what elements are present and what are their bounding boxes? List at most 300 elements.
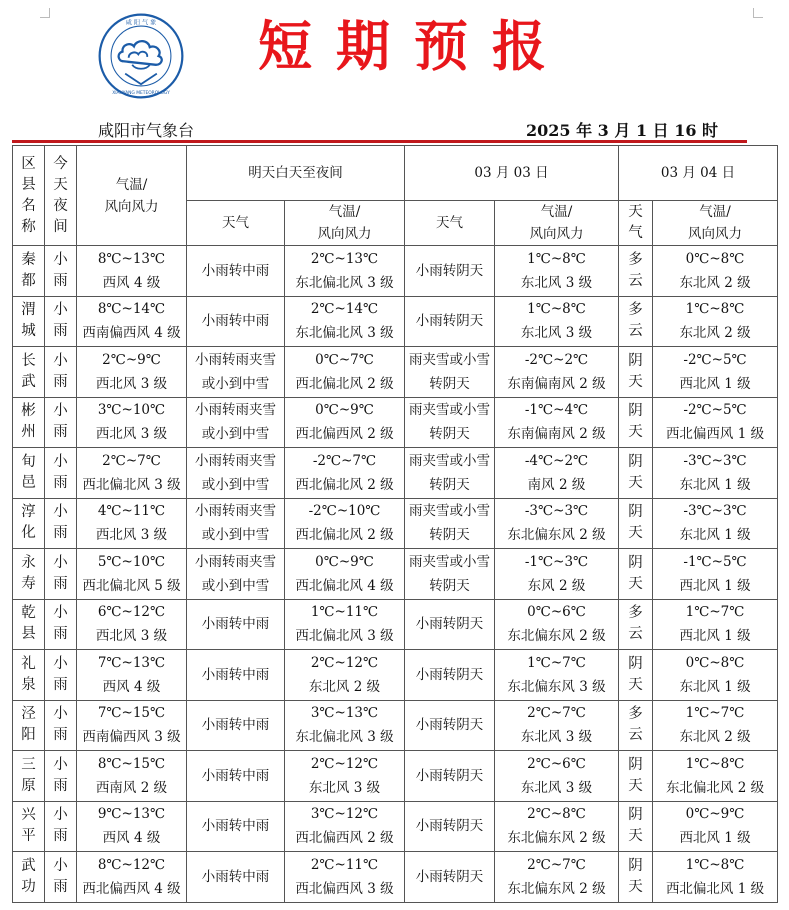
table-row [13,347,778,398]
wind: 西北偏西风 3 级 [295,880,394,897]
temperature: 4℃~11℃ [97,503,166,520]
header-line: 气温/ [115,176,148,193]
tonight-temp-wind-cell [77,650,187,701]
table-row [13,549,778,600]
day4-weather-cell [619,347,653,398]
tonight-temp-wind-cell [77,246,187,297]
wind: 西北风 3 级 [95,426,168,443]
weather-text: 小雨转中雨 [201,717,270,734]
day3-temp-wind-cell [495,397,619,448]
header-line: 风向风力 [529,226,584,242]
tonight-temp-wind-cell [77,296,187,347]
day3-temp-wind-cell [495,700,619,751]
day4-weather: 多 云 [628,605,643,643]
table-row [13,801,778,852]
day3-weather-cell [405,347,495,398]
day3-weather-cell [405,700,495,751]
temperature: 8℃~14℃ [97,301,166,318]
tomorrow-weather-cell [187,599,285,650]
county-cell [13,599,45,650]
wind: 西北偏北风 4 级 [295,577,394,594]
weather-text: 小雨转中雨 [201,313,270,330]
day3-weather-cell [405,751,495,802]
tomorrow-weather-cell [187,852,285,903]
temperature: 2℃~11℃ [310,856,379,873]
wind: 西北偏西风 2 级 [295,830,394,847]
wind: 东北偏北风 3 级 [295,325,394,342]
county-cell [13,549,45,600]
wind: 东北风 3 级 [520,325,593,342]
temperature: -3℃~3℃ [524,503,589,520]
wind: 西南风 2 级 [95,779,168,796]
header-line: 气温/ [328,204,361,220]
wind: 西北偏北风 2 级 [295,375,394,392]
table-row [13,852,778,903]
meteorology-logo [97,12,185,100]
day3-header: 03 月 03 日 [405,146,619,201]
county-name: 淳 化 [21,504,36,542]
temperature: -2℃~10℃ [308,503,381,520]
tonight-weather: 小 雨 [53,857,68,895]
temperature: 1℃~7℃ [527,654,586,671]
day4-temp-wind-cell [653,397,778,448]
temperature: 0℃~8℃ [685,250,745,267]
day4-header: 03 月 04 日 [619,146,778,201]
temperature: 2℃~12℃ [310,654,379,671]
day3-temp-wind-cell [495,347,619,398]
temperature: 8℃~13℃ [97,250,166,267]
tomorrow-weather-cell [187,650,285,701]
temperature: -1℃~5℃ [683,553,747,570]
weather-text: 雨夹雪或小雪 转阴天 [409,351,490,392]
wind: 东南偏南风 2 级 [507,375,606,392]
day3-weather-cell [405,650,495,701]
temperature: 1℃~8℃ [685,856,745,873]
tonight-weather-cell [45,498,77,549]
day4-weather-cell [619,549,653,600]
wind: 东风 2 级 [527,577,586,594]
wind: 西北偏西风 4 级 [82,880,181,897]
county-name: 兴 平 [21,807,36,845]
temperature: 5℃~10℃ [97,553,166,570]
tonight-weather: 小 雨 [53,554,68,592]
tonight-header [45,146,77,246]
temperature: -2℃~2℃ [524,351,589,368]
wind: 西北风 3 级 [95,628,168,645]
day4-temp-wind-cell [653,246,778,297]
day4-weather-cell [619,296,653,347]
tomorrow-temp-wind-cell [285,549,405,600]
tonight-weather: 小 雨 [53,655,68,693]
county-cell [13,751,45,802]
wind: 西南偏西风 4 级 [82,325,181,342]
wind: 西北偏北风 5 级 [82,577,181,594]
tonight-temp-wind-cell [77,347,187,398]
table-row [13,599,778,650]
tonight-weather: 小 雨 [53,504,68,542]
temperature: 7℃~13℃ [97,654,166,671]
county-cell [13,397,45,448]
station-name: 咸阳市气象台 [98,121,195,140]
tonight-weather: 小 雨 [53,605,68,643]
temperature: -2℃~5℃ [683,402,747,419]
day4-weather: 多 云 [628,706,643,744]
weather-text: 雨夹雪或小雪 转阴天 [409,452,490,493]
tonight-temp-wind-cell [77,397,187,448]
wind: 东北风 2 级 [679,729,751,746]
county-cell [13,296,45,347]
temperature: 3℃~10℃ [97,402,166,419]
tonight-weather: 小 雨 [53,251,68,289]
county-name: 礼 泉 [21,655,36,693]
temperature: 2℃~9℃ [102,351,161,368]
tomorrow-header: 明天白天至夜间 [187,146,405,201]
tonight-weather-cell [45,448,77,499]
temperature: 1℃~8℃ [685,301,745,318]
county-cell [13,498,45,549]
tonight-header-text: 今 天 夜 间 [53,155,68,235]
header-line: 风向风力 [688,226,743,242]
wind: 西北风 1 级 [679,830,751,847]
tonight-weather: 小 雨 [53,352,68,390]
temperature: 2℃~7℃ [527,856,586,873]
weather-header: 天气 [405,201,495,246]
day4-temp-wind-cell [653,296,778,347]
tomorrow-weather-cell [187,801,285,852]
day3-temp-wind-cell [495,650,619,701]
temperature: 2℃~14℃ [310,301,379,318]
day3-weather-cell [405,397,495,448]
county-cell [13,700,45,751]
wind: 东北风 2 级 [308,678,381,695]
temperature: 0℃~9℃ [315,553,374,570]
tomorrow-temp-wind-cell [285,296,405,347]
temperature: -3℃~3℃ [683,503,747,520]
tomorrow-temp-wind-cell [285,650,405,701]
day3-weather-cell [405,246,495,297]
weather-text: 小雨转阴天 [415,868,484,885]
weather-header: 天气 [187,201,285,246]
tonight-temp-wind-cell [77,801,187,852]
wind: 东北风 1 级 [679,476,751,493]
day4-temp-wind-cell [653,700,778,751]
county-cell [13,650,45,701]
county-header [13,146,45,246]
tomorrow-temp-wind-cell [285,347,405,398]
temperature: 0℃~9℃ [685,806,745,823]
tonight-weather-cell [45,801,77,852]
tonight-weather: 小 雨 [53,403,68,441]
wind: 西北偏北风 2 级 [295,476,394,493]
county-name: 彬 州 [21,403,36,441]
temp-wind-header [653,201,778,246]
county-name: 秦 都 [21,251,36,289]
tonight-weather: 小 雨 [53,453,68,491]
day4-weather-cell [619,448,653,499]
day4-temp-wind-cell [653,801,778,852]
day4-weather: 阴 天 [628,807,643,845]
table-row [13,700,778,751]
day4-weather-cell [619,397,653,448]
wind: 东北偏北风 3 级 [295,729,394,746]
temperature: 2℃~7℃ [527,705,586,722]
tomorrow-weather-cell [187,448,285,499]
temperature: 6℃~12℃ [97,604,166,621]
county-cell [13,801,45,852]
day4-weather-cell [619,498,653,549]
day3-temp-wind-cell [495,852,619,903]
temperature: 1℃~11℃ [310,604,379,621]
wind: 西北风 3 级 [95,527,168,544]
wind: 西北风 1 级 [679,375,751,392]
weather-header [619,201,653,246]
day4-temp-wind-cell [653,347,778,398]
wind: 西北偏西风 2 级 [295,426,394,443]
weather-text: 雨夹雪或小雪 转阴天 [409,553,490,594]
county-name: 武 功 [21,857,36,895]
county-header-text: 区 县 名 称 [21,155,36,235]
day4-weather: 阴 天 [628,453,643,491]
tomorrow-weather-cell [187,498,285,549]
tonight-weather-cell [45,751,77,802]
tomorrow-temp-wind-cell [285,448,405,499]
day4-weather: 多 云 [628,302,643,340]
weather-text: 小雨转中雨 [201,868,270,885]
tonight-weather-cell [45,599,77,650]
tomorrow-temp-wind-cell [285,498,405,549]
tomorrow-temp-wind-cell [285,246,405,297]
tonight-weather: 小 雨 [53,302,68,340]
wind: 东北风 2 级 [679,325,751,342]
day4-weather: 阴 天 [628,403,643,441]
temperature: -4℃~2℃ [524,452,589,469]
temperature: 0℃~6℃ [527,604,586,621]
tonight-weather: 小 雨 [53,756,68,794]
temperature: -3℃~3℃ [683,452,747,469]
wind: 东北风 1 级 [679,527,751,544]
day4-weather-cell [619,852,653,903]
wind: 东北偏东风 3 级 [507,678,606,695]
header-line: 风向风力 [317,226,372,242]
day3-weather-cell [405,599,495,650]
wind: 东北风 3 级 [520,779,593,796]
tonight-temp-wind-header [77,146,187,246]
tonight-temp-wind-cell [77,852,187,903]
day3-weather-cell [405,498,495,549]
day4-temp-wind-cell [653,498,778,549]
header-line: 风向风力 [104,198,159,215]
tomorrow-weather-cell [187,296,285,347]
day4-weather: 阴 天 [628,756,643,794]
temperature: 2℃~12℃ [310,755,379,772]
wind: 西北偏西风 1 级 [665,426,765,443]
tonight-weather-cell [45,852,77,903]
wind: 西北偏北风 3 级 [295,628,394,645]
tomorrow-weather-cell [187,246,285,297]
county-cell [13,246,45,297]
weather-text: 小雨转阴天 [415,818,484,835]
temperature: -2℃~7℃ [312,452,377,469]
day3-weather-cell [405,852,495,903]
tonight-temp-wind-cell [77,751,187,802]
tonight-temp-wind-cell [77,700,187,751]
temperature: -2℃~5℃ [683,351,747,368]
weather-text: 小雨转阴天 [415,717,484,734]
wind: 东北风 2 级 [679,274,751,291]
weather-text: 小雨转中雨 [201,818,270,835]
svg-text:XIANYANG METEOROLOGY: XIANYANG METEOROLOGY [112,90,170,96]
temperature: -1℃~3℃ [524,553,589,570]
temperature: 8℃~15℃ [97,755,166,772]
wind: 东北风 1 级 [679,678,751,695]
county-cell [13,347,45,398]
temp-wind-header [495,201,619,246]
table-row [13,296,778,347]
day4-weather: 阴 天 [628,352,643,390]
page-corner-mark [753,8,763,18]
tonight-weather: 小 雨 [53,706,68,744]
day3-temp-wind-cell [495,599,619,650]
tomorrow-weather-cell [187,751,285,802]
day4-weather-cell [619,599,653,650]
weather-text: 小雨转中雨 [201,666,270,683]
temperature: 1℃~7℃ [685,604,745,621]
tonight-weather: 小 雨 [53,807,68,845]
day4-temp-wind-cell [653,751,778,802]
wind: 东北偏北风 2 级 [665,779,765,796]
county-name: 旬 邑 [21,453,36,491]
day3-weather-cell [405,448,495,499]
wind: 东北偏北风 3 级 [295,274,394,291]
wind: 西北风 1 级 [679,577,751,594]
wind: 西北偏北风 3 级 [82,476,181,493]
tomorrow-temp-wind-cell [285,397,405,448]
day4-weather-cell [619,700,653,751]
weather-text: 小雨转中雨 [201,767,270,784]
tonight-weather-cell [45,296,77,347]
weather-text: 小雨转中雨 [201,616,270,633]
weather-text: 小雨转阴天 [415,313,484,330]
temperature: 0℃~8℃ [685,654,745,671]
wind: 西风 4 级 [102,830,161,847]
county-name: 泾 阳 [21,706,36,744]
county-cell [13,448,45,499]
county-cell [13,852,45,903]
day3-weather-cell [405,801,495,852]
tomorrow-weather-cell [187,549,285,600]
day4-weather: 多 云 [628,251,643,289]
temperature: 1℃~8℃ [527,250,586,267]
temperature: -1℃~4℃ [524,402,589,419]
temperature: 8℃~12℃ [97,856,166,873]
day4-temp-wind-cell [653,650,778,701]
day3-weather-cell [405,549,495,600]
tomorrow-temp-wind-cell [285,801,405,852]
tonight-weather-cell [45,549,77,600]
tomorrow-weather-cell [187,397,285,448]
county-name: 长 武 [21,352,36,390]
wind: 东南偏南风 2 级 [507,426,606,443]
weather-text: 雨夹雪或小雪 转阴天 [409,503,490,544]
temperature: 2℃~7℃ [102,452,161,469]
weather-text: 小雨转阴天 [415,616,484,633]
day4-weather: 阴 天 [628,554,643,592]
day4-weather-cell [619,751,653,802]
wind: 南风 2 级 [527,476,586,493]
day3-temp-wind-cell [495,498,619,549]
weather-text: 雨夹雪或小雪 转阴天 [409,402,490,443]
wind: 东北偏东风 2 级 [507,880,606,897]
day4-weather-cell [619,246,653,297]
table-row [13,246,778,297]
temperature: 9℃~13℃ [97,806,166,823]
header-rule [12,140,747,143]
weather-text: 小雨转阴天 [415,666,484,683]
weather-text: 小雨转雨夹雪 或小到中雪 [195,351,276,392]
header-line: 气温/ [699,204,731,220]
county-name: 渭 城 [21,302,36,340]
temperature: 2℃~6℃ [527,755,586,772]
day3-temp-wind-cell [495,448,619,499]
header-line: 气温/ [540,204,573,220]
temperature: 1℃~8℃ [685,755,745,772]
day3-temp-wind-cell [495,751,619,802]
weather-text: 小雨转雨夹雪 或小到中雪 [195,452,276,493]
temperature: 1℃~7℃ [685,705,745,722]
wind: 西北偏北风 1 级 [665,880,765,897]
county-name: 永 寿 [21,554,36,592]
tomorrow-temp-wind-cell [285,599,405,650]
wind: 西北风 3 级 [95,375,168,392]
weather-text: 小雨转雨夹雪 或小到中雪 [195,553,276,594]
day3-temp-wind-cell [495,246,619,297]
wind: 东北偏东风 2 级 [507,830,606,847]
wind: 西风 4 级 [102,678,161,695]
day4-weather-cell [619,801,653,852]
wind: 东北偏东风 2 级 [507,628,606,645]
wind: 西南偏西风 3 级 [82,729,181,746]
day4-temp-wind-cell [653,852,778,903]
page-title: 短期预报 [258,14,570,78]
day4-temp-wind-cell [653,599,778,650]
wind: 西风 4 级 [102,274,161,291]
tomorrow-weather-cell [187,700,285,751]
temp-wind-header [285,201,405,246]
temperature: 3℃~13℃ [310,705,379,722]
temperature: 2℃~13℃ [310,250,379,267]
day4-weather: 阴 天 [628,655,643,693]
wind: 东北风 3 级 [308,779,381,796]
tonight-weather-cell [45,347,77,398]
temperature: 2℃~8℃ [527,806,586,823]
wind: 西北偏北风 2 级 [295,527,394,544]
tonight-weather-cell [45,650,77,701]
day4-temp-wind-cell [653,448,778,499]
tonight-temp-wind-cell [77,498,187,549]
wind: 东北风 3 级 [520,274,593,291]
temperature: 0℃~9℃ [315,402,374,419]
table-row [13,448,778,499]
table-row [13,498,778,549]
day3-temp-wind-cell [495,549,619,600]
issue-time: 2025 年 3 月 1 日 16 时 [526,121,719,140]
tomorrow-temp-wind-cell [285,700,405,751]
svg-text:咸 阳 气 象: 咸 阳 气 象 [125,19,157,27]
tonight-weather-cell [45,700,77,751]
weather-text: 小雨转雨夹雪 或小到中雪 [195,402,276,443]
page-corner-mark [40,8,50,18]
weather-text: 小雨转阴天 [415,767,484,784]
